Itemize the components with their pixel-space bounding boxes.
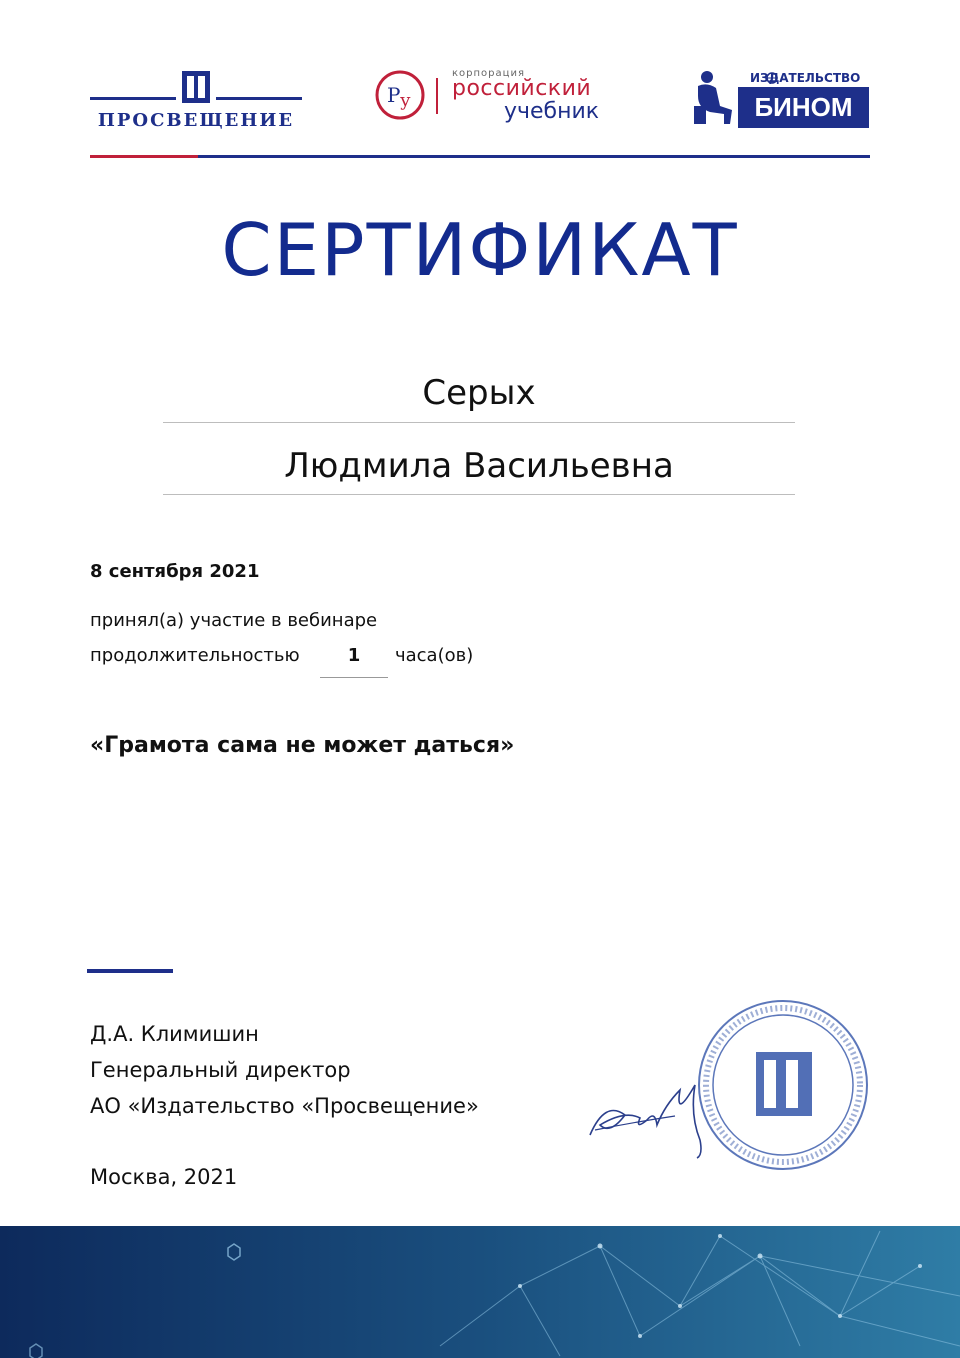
footer-network-banner xyxy=(0,1226,960,1358)
signatory-position: Генеральный директор xyxy=(90,1058,351,1082)
ru-logo-corp-text: корпорация xyxy=(452,68,525,79)
recipient-surname: Серых xyxy=(422,373,536,413)
event-date: 8 сентября 2021 xyxy=(90,561,260,582)
binom-logo-small-text: ИЗДАТЕЛЬСТВО xyxy=(750,71,861,85)
svg-text:Р: Р xyxy=(387,83,401,107)
hours-underline xyxy=(320,677,388,678)
ru-logo-line1: российский xyxy=(452,76,592,101)
webinar-title: «Грамота сама не может даться» xyxy=(90,733,515,758)
hours-unit: часа(ов) xyxy=(395,645,474,666)
place-year: Москва, 2021 xyxy=(90,1165,238,1189)
signatory-company: АО «Издательство «Просвещение» xyxy=(90,1094,479,1118)
given-names-underline xyxy=(163,494,795,495)
binom-logo-big-text: БИНОМ xyxy=(754,92,853,122)
duration-label: продолжительностью xyxy=(90,645,300,666)
prosveshchenie-logo-text: ПРОСВЕЩЕНИЕ xyxy=(97,110,295,131)
hours-value: 1 xyxy=(347,645,361,666)
handwritten-signature-icon xyxy=(585,1080,725,1160)
surname-underline xyxy=(163,422,795,423)
header-divider xyxy=(90,155,870,158)
recipient-given-names: Людмила Васильевна xyxy=(284,446,674,486)
signatory-name: Д.А. Климишин xyxy=(90,1022,259,1046)
certificate-title: СЕРТИФИКАТ xyxy=(221,208,739,292)
signature-accent-line xyxy=(87,969,173,973)
participation-text: принял(а) участие в вебинаре xyxy=(90,610,378,631)
header-divider-accent xyxy=(90,155,198,158)
ru-logo-line2: учебник xyxy=(504,99,600,124)
svg-text:у: у xyxy=(400,90,411,111)
